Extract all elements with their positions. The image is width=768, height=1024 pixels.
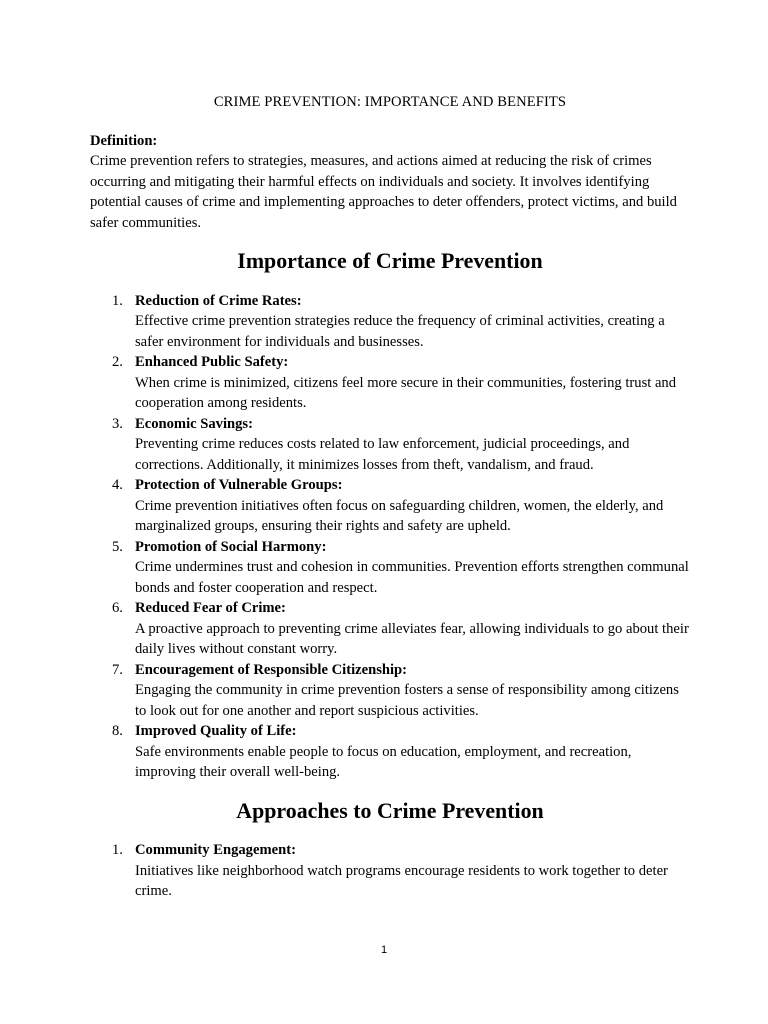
list-item-body: Engaging the community in crime prevention fosters a sense of responsibility among citizens to look out for one another and report suspicious activities. [135,682,679,719]
document-page [90,92,690,902]
list-item [90,291,690,353]
list-item-number: 6. [112,600,123,616]
page-number: 1 [380,944,388,956]
list-item-body: A proactive approach to preventing crime alleviates fear, allowing individuals to go about their daily lives without constant worry. [135,620,689,657]
list-item-body: Crime prevention initiatives often focus on safeguarding children, women, the elderly, and marginalized groups, ensuring their rights and safety are upheld. [135,497,664,534]
importance-heading: Importance of Crime Prevention [237,248,543,273]
list-item [90,414,690,476]
list-item [90,660,690,722]
list-item-number: 5. [112,538,123,555]
definition-body: Crime prevention refers to strategies, measures, and actions aimed at reducing the risk of crimes occurring and mitigating their harmful effects on individuals and society. It involves identifying potential causes of crime and implementing approaches to deter offenders, protect victims, and build safer communities. [90,153,677,231]
list-item-title: Economic Savings: [135,415,253,432]
approaches-heading: Approaches to Crime Prevention [236,797,544,823]
list-item-body: Crime undermines trust and cohesion in communities. Prevention efforts strengthen communal bonds and foster cooperation and respect. [135,559,689,596]
list-item-title: Protection of Vulnerable Groups: [135,477,343,493]
list-item-title: Improved Quality of Life: [135,723,297,739]
list-item [90,352,690,414]
list-item-title: Reduction of Crime Rates: [135,292,302,309]
list-item-body: Initiatives like neighborhood watch programs encourage residents to work together to deter crime. [135,862,668,899]
document-title: CRIME PREVENTION: IMPORTANCE AND BENEFITS [213,94,567,110]
list-item [90,537,690,599]
list-item-title: Enhanced Public Safety: [135,354,289,370]
definition-heading: Definition: [90,132,158,149]
list-item-title: Promotion of Social Harmony: [135,538,327,555]
list-item [90,721,690,783]
list-item-title: Reduced Fear of Crime: [135,600,286,616]
list-item-number: 1. [112,292,123,309]
list-item-number: 1. [112,842,123,858]
list-item-body: Effective crime prevention strategies reduce the frequency of criminal activities, creating a safer environment for individuals and businesses. [135,313,665,350]
list-item-number: 3. [112,415,123,432]
list-item [90,598,690,660]
list-item-title: Encouragement of Responsible Citizenship: [135,661,408,678]
list-item-number: 8. [112,723,123,739]
list-item-number: 7. [112,661,123,678]
list-item-title: Community Engagement: [135,842,296,858]
list-item-number: 2. [112,354,123,370]
list-item-body: When crime is minimized, citizens feel more secure in their communities, fostering trust and cooperation among residents. [135,374,677,411]
list-item [90,475,690,537]
list-item-number: 4. [112,477,123,493]
list-item-body: Preventing crime reduces costs related to law enforcement, judicial proceedings, and corrections. Additionally, it minimizes losses from theft, vandalism, and fraud. [135,436,630,473]
list-item-body: Safe environments enable people to focus on education, employment, and recreation, improving their overall well-being. [135,743,632,780]
list-item [90,840,690,902]
approaches-list [90,840,690,902]
importance-list [90,291,690,783]
